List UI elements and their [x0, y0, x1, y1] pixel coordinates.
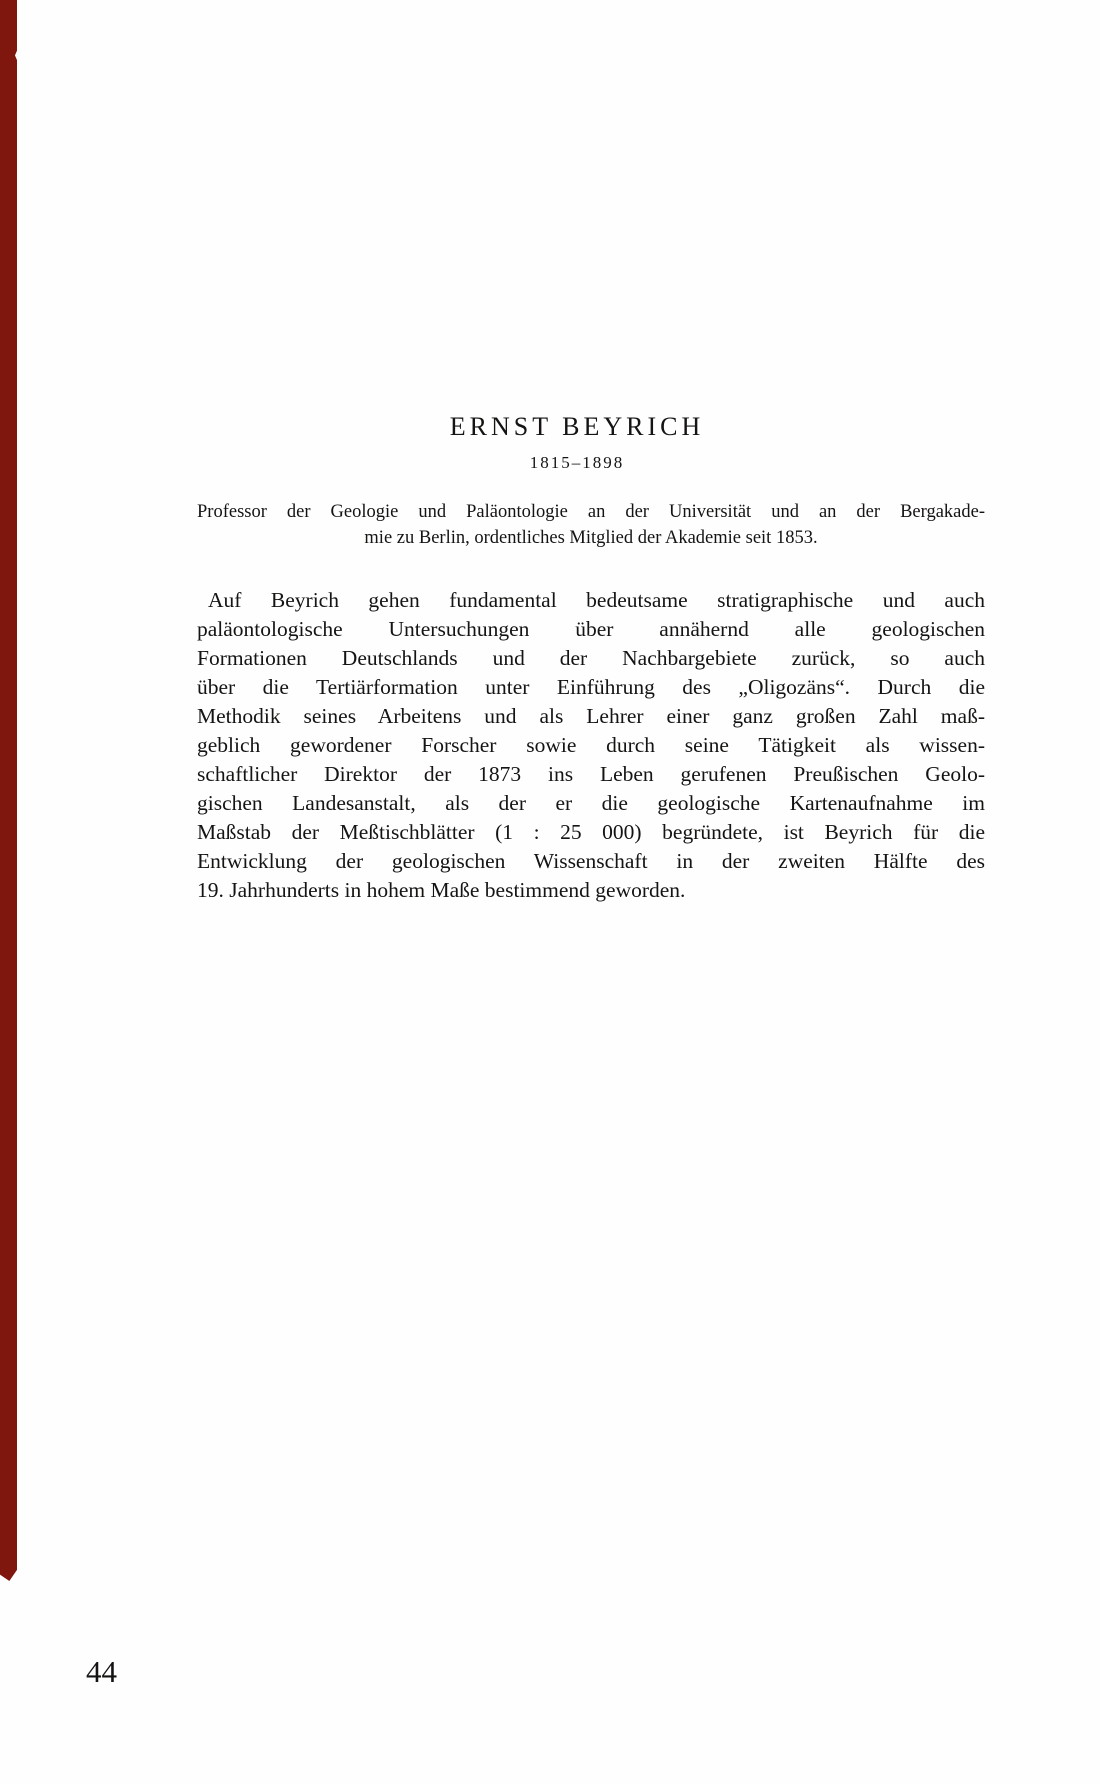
- paragraph-line: gischen Landesanstalt, als der er die geologische Kartenaufnahme im: [197, 791, 985, 815]
- person-name-heading: ERNST BEYRICH: [449, 412, 705, 441]
- heading-block: [183, 410, 971, 473]
- paragraph-line: über die Tertiärformation unter Einführung des „Oligozäns“. Durch die: [197, 675, 985, 699]
- binding-edge-strip: [0, 0, 17, 1581]
- paragraph-line: Methodik seines Arbeitens und als Lehrer einer ganz großen Zahl maß-: [197, 704, 985, 728]
- paragraph-line: paläontologische Untersuchungen über annähernd alle geologischen: [197, 617, 985, 641]
- page-number: 44: [86, 1654, 117, 1689]
- paragraph-line: Formationen Deutschlands und der Nachbargebiete zurück, so auch: [197, 646, 985, 670]
- paragraph-line: Entwicklung der geologischen Wissenschaft in der zweiten Hälfte des: [197, 849, 985, 873]
- affiliation-paragraph: [197, 500, 985, 551]
- page-content: [197, 0, 985, 1784]
- life-dates: 1815–1898: [529, 453, 625, 472]
- paragraph-line: 19. Jahrhunderts in hohem Maße bestimmend geworden.: [197, 878, 686, 902]
- paragraph-line: schaftlicher Direktor der 1873 ins Leben gerufenen Preußischen Geolo-: [197, 762, 985, 786]
- biography-paragraph: [197, 586, 985, 905]
- affiliation-line: mie zu Berlin, ordentliches Mitglied der Akademie seit 1853.: [364, 527, 818, 548]
- paragraph-line: Maßstab der Meßtischblätter (1 : 25 000) begründete, ist Beyrich für die: [197, 820, 985, 844]
- paragraph-line: Auf Beyrich gehen fundamental bedeutsame stratigraphische und auch: [208, 588, 985, 612]
- affiliation-line: Professor der Geologie und Paläontologie an der Universität und an der Bergakade-: [197, 502, 985, 522]
- paragraph-line: geblich gewordener Forscher sowie durch seine Tätigkeit als wissen-: [197, 733, 985, 757]
